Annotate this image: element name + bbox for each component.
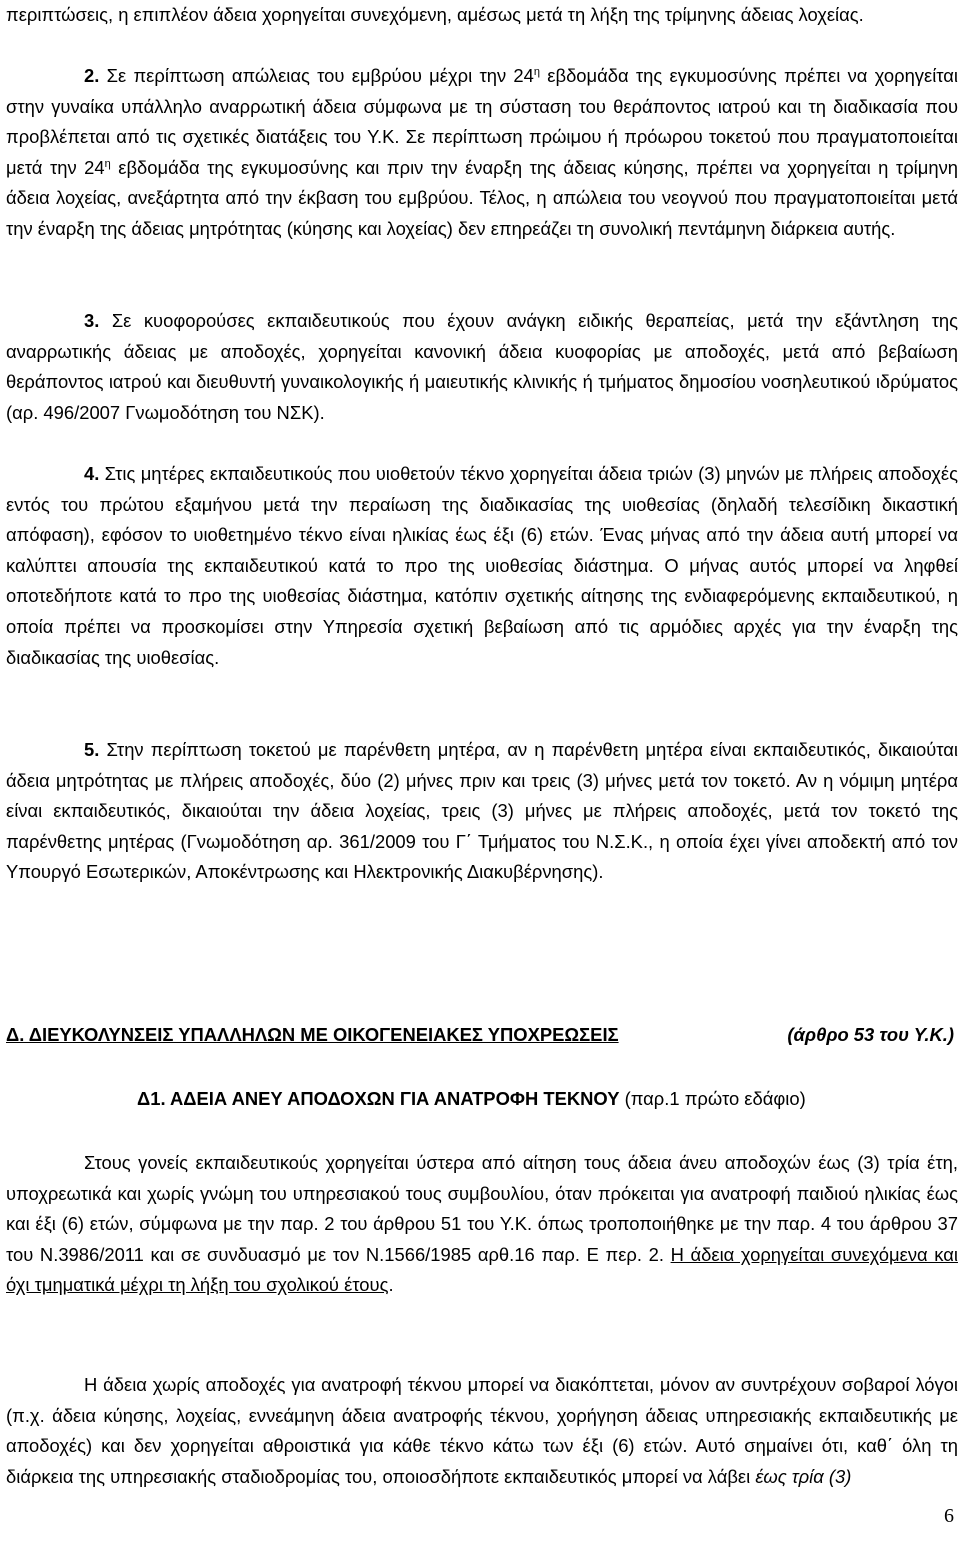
heading-article-ref: (άρθρο 53 του Υ.Κ.) bbox=[787, 1024, 954, 1045]
item-number: 5. bbox=[84, 739, 100, 760]
underlined-text: Η άδεια χορηγείται συνεχόμενα και όχι τμηματικά μέχρι τη λήξη του σχολικού έτους bbox=[6, 1243, 958, 1296]
text-run: . bbox=[388, 1274, 394, 1296]
heading-note: (παρ.1 πρώτο εδάφιο) bbox=[619, 1088, 806, 1109]
item-number: 3. bbox=[84, 310, 100, 331]
paragraph-intro-continuation: περιπτώσεις, η επιπλέον άδεια χορηγείται συνεχόμενη, αμέσως μετά τη λήξη της τρίμηνης άδειας λοχείας. bbox=[6, 4, 864, 25]
text-run: Στις μητέρες εκπαιδευτικούς που υιοθετούν τέκνο χορηγείται άδεια τριών (3) μηνών με πλήρεις αποδοχές εντός του πρώτου εξαμήνου μετά την περαίωση της διαδικασίας της υιοθεσίας (δηλαδή τελεσίδικη δικαστική απόφαση), εφόσον το υιοθετημένο τέκνο είναι ηλικίας έως έξι (6) ετών. Ένας μήνας από την άδεια αυτή μπορεί να καλύπτει απουσία της εκπαιδευτικού κατά το προ της υιοθεσίας διάστημα. Ο μήνας αυτός μπορεί να ληφθεί οποτεδήποτε κατά το προ της υιοθεσίας διάστημα, κατόπιν σχετικής αίτησης της ενδιαφερόμενης εκπαιδευτικού, η οποία πρέπει να προσκομίσει στην Υπηρεσία σχετική βεβαίωση από τις αρμόδιες αρχές για την έναρξη της διαδικασίας της υιοθεσίας. bbox=[6, 463, 958, 668]
item-number: 2. bbox=[84, 65, 100, 86]
paragraph-item-3 bbox=[6, 306, 958, 428]
superscript: η bbox=[104, 157, 111, 170]
text-run: Στην περίπτωση τοκετού με παρένθετη μητέρα, αν η παρένθετη μητέρα είναι εκπαιδευτικός, δικαιούται άδεια μητρότητας με πλήρεις αποδοχές, δύο (2) μήνες πριν και τρεις (3) μήνες μετά τον τοκετό. Αν η νόμιμη μητέρα είναι εκπαιδευτικός, δικαιούται την άδεια λοχείας, τρεις (3) μήνες με πλήρεις αποδοχές, μετά τον τοκετό της παρένθετης μητέρας (Γνωμοδότηση αρ. 361/2009 του Γ΄ Τμήματος του Ν.Σ.Κ., η οποία έχει γίνει αποδεκτή από τον Υπουργό Εσωτερικών, Αποκέντρωσης και Ηλεκτρονικής Διακυβέρνησης). bbox=[6, 739, 958, 883]
text-run: Στους γονείς εκπαιδευτικούς χορηγείται ύστερα από αίτηση τους άδεια άνευ αποδοχών έως (3) τρία έτη, υποχρεωτικά και χωρίς γνώμη του υπηρεσιακού τους συμβουλίου, όταν πρόκειται για ανατροφή παιδιού ηλικίας έως και έξι (6) ετών, σύμφωνα με την παρ. 2 του άρθρου 51 του Υ.Κ. όπως τροποποιήθηκε με την παρ. 4 του άρθρου 37 του Ν.3986/2011 και σε συνδυασμό με τον Ν.1566/1985 αρθ.16 παρ. Ε περ. 2. bbox=[6, 1152, 958, 1265]
heading-title: Δ. ΔΙΕΥΚΟΛΥΝΣΕΙΣ ΥΠΑΛΛΗΛΩΝ ΜΕ ΟΙΚΟΓΕΝΕΙΑΚΕΣ ΥΠΟΧΡΕΩΣΕΙΣ bbox=[6, 1024, 619, 1045]
subsection-heading-d1 bbox=[137, 1088, 806, 1110]
text-run: Σε περίπτωση απώλειας του εμβρύου μέχρι την 24 bbox=[99, 65, 534, 86]
heading-title: Δ1. ΑΔΕΙΑ ΑΝΕΥ ΑΠΟΔΟΧΩΝ ΓΙΑ ΑΝΑΤΡΟΦΗ ΤΕΚΝΟΥ bbox=[137, 1088, 620, 1109]
page-number: 6 bbox=[944, 1505, 954, 1527]
text-run: εβδομάδα της εγκυμοσύνης και πριν την έναρξη της άδειας κύησης, πρέπει να χορηγείται η τρίμηνη άδεια λοχείας, ανεξάρτητα από την έκβαση του εμβρύου. Τέλος, η απώλεια του νεογνού που πραγματοποιείται μετά την έναρξη της άδειας μητρότητας (κύησης και λοχείας) δεν επηρεάζει τη συνολική πεντάμηνη διάρκεια αυτής. bbox=[6, 156, 958, 239]
text-run: εβδομάδα της εγκυμοσύνης πρέπει να χορηγείται στην γυναίκα υπάλληλο αναρρωτική άδεια σύμφωνα με τη σύσταση του θεράποντος ιατρού και τη διαδικασία που προβλέπεται από τις σχετικές διατάξεις του Υ.Κ. Σε περίπτωση πρώιμου ή πρόωρου τοκετού που πραγματοποιείται μετά την 24 bbox=[6, 65, 958, 178]
italic-text: έως τρία (3) bbox=[755, 1465, 852, 1487]
paragraph-d1-1 bbox=[6, 1148, 958, 1301]
paragraph-d1-2 bbox=[6, 1370, 958, 1492]
section-heading-d bbox=[6, 1024, 958, 1046]
superscript: η bbox=[533, 65, 541, 78]
paragraph-item-4 bbox=[6, 459, 958, 673]
item-number: 4. bbox=[84, 463, 100, 484]
paragraph-item-2 bbox=[6, 61, 958, 245]
text-run: Η άδεια χωρίς αποδοχές για ανατροφή τέκνου μπορεί να διακόπτεται, μόνον αν συντρέχουν σοβαροί λόγοι (π.χ. άδεια κύησης, λοχείας, εννεάμηνη άδεια ανατροφής τέκνου, χορήγηση άδειας υπηρεσιακής εκπαιδευτικής με αποδοχές) και δεν χορηγείται αθροιστικά για κάθε τέκνο κάτω των έξι (6) ετών. Αυτό σημαίνει ότι, καθ΄ όλη τη διάρκεια της υπηρεσιακής σταδιοδρομίας του, οποιοσδήποτε εκπαιδευτικός μπορεί να λάβει bbox=[6, 1374, 958, 1487]
text-run: Σε κυοφορούσες εκπαιδευτικούς που έχουν ανάγκη ειδικής θεραπείας, μετά την εξάντληση της αναρρωτικής άδειας με αποδοχές, χορηγείται κανονική άδεια κυοφορίας με αποδοχές, μετά από βεβαίωση θεράποντος ιατρού και διευθυντή γυναικολογικής ή μαιευτικής κλινικής ή τμήματος δημοσίου νοσηλευτικού ιδρύματος (αρ. 496/2007 Γνωμοδότηση του ΝΣΚ). bbox=[6, 310, 958, 423]
paragraph-item-5 bbox=[6, 735, 958, 888]
